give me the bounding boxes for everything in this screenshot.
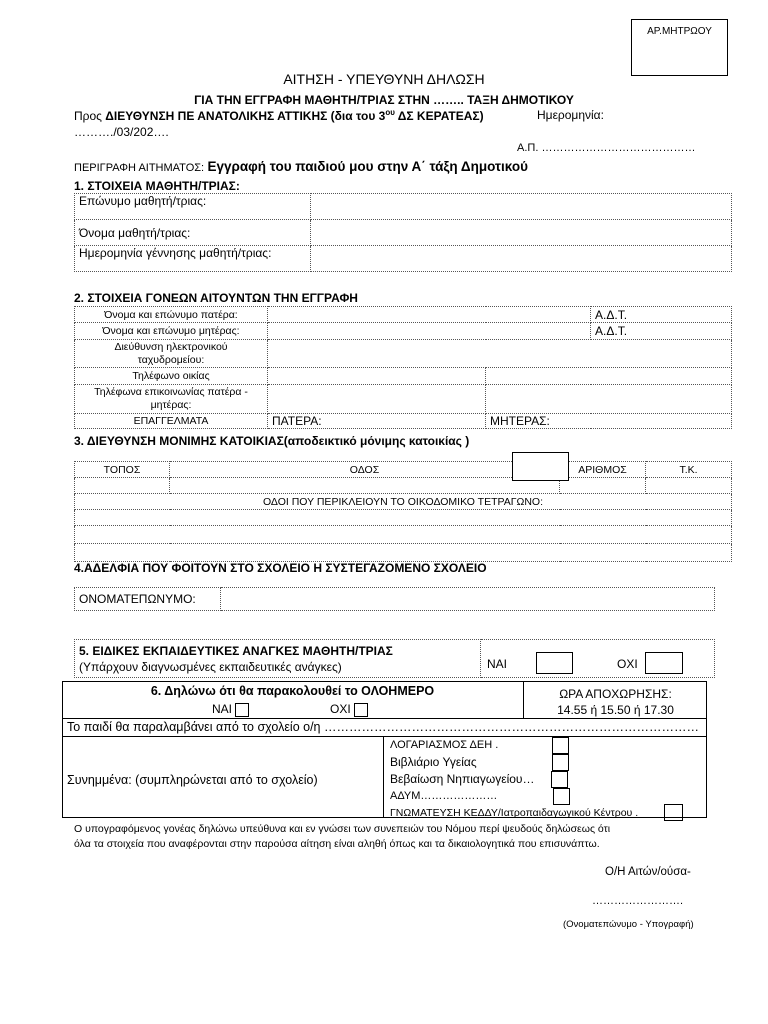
address-overlay-box[interactable] bbox=[512, 452, 569, 481]
fullday-no-checkbox[interactable] bbox=[354, 703, 368, 717]
section6-container bbox=[62, 681, 707, 818]
attachment-adym-checkbox[interactable] bbox=[553, 788, 570, 805]
address-table bbox=[74, 461, 732, 562]
parents-table bbox=[74, 306, 732, 429]
section6-title: 6. Δηλώνω ότι θα παρακολουθεί το ΟΛΟΗΜΕΡΟ bbox=[150, 684, 435, 698]
student-name-label: Όνομα μαθητή/τριας: bbox=[75, 220, 311, 246]
section5-subtitle: (Υπάρχουν διαγνωσμένες εκπαιδευτικές ανάγκες) bbox=[79, 659, 342, 674]
attachment-kindergarten-checkbox[interactable] bbox=[551, 771, 568, 788]
signature-dots[interactable]: ……………………. bbox=[592, 895, 684, 907]
section1-title: 1. ΣΤΟΙΧΕΙΑ ΜΑΘΗΤΗ/ΤΡΙΑΣ: bbox=[74, 179, 240, 193]
declaration-line-1: Ο υπογραφόμενος γονέας δηλώνω υπεύθυνα και εν γνώσει των συνεπειών του Νόμου περί ψευδούς δηλώσεως ότι bbox=[74, 823, 611, 835]
section6-divider-h2 bbox=[62, 736, 707, 737]
address-zip-field[interactable] bbox=[646, 478, 732, 494]
email-field[interactable] bbox=[268, 340, 732, 368]
father-name-label: Όνομα και επώνυμο πατέρα: bbox=[75, 307, 268, 323]
attachment-keddy-checkbox[interactable] bbox=[664, 804, 683, 821]
form-title: ΑΙΤΗΣΗ - ΥΠΕΥΘΥΝΗ ΔΗΛΩΣΗ bbox=[283, 71, 485, 87]
attachment-adym: ΑΔΥΜ………………… bbox=[390, 790, 498, 802]
special-needs-no-checkbox[interactable] bbox=[645, 652, 683, 674]
address-number-header: ΑΡΙΘΜΟΣ bbox=[560, 462, 646, 478]
attachment-kindergarten: Βεβαίωση Νηπιαγωγείου… bbox=[390, 772, 535, 786]
father-name-field[interactable] bbox=[268, 307, 591, 323]
professions-label: ΕΠΑΓΓΕΛΜΑΤΑ bbox=[75, 414, 268, 429]
fullday-yes-checkbox[interactable] bbox=[235, 703, 249, 717]
block-streets-label: ΟΔΟΙ ΠΟΥ ΠΕΡΙΚΛΕΙΟΥΝ ΤΟ ΟΙΚΟΔΟΜΙΚΟ ΤΕΤΡΑΓΩΝΟ: bbox=[75, 494, 732, 510]
fullday-yes bbox=[212, 702, 249, 717]
special-needs-yes-checkbox[interactable] bbox=[536, 652, 573, 674]
address-street-header: ΟΔΟΣ bbox=[170, 462, 560, 478]
section3-title: 3. ΔΙΕΥΘΥΝΣΗ ΜΟΝΙΜΗΣ ΚΑΤΟΙΚΙΑΣ(αποδεικτικό μόνιμης κατοικίας ) bbox=[74, 434, 470, 448]
pickup-line[interactable]: Το παιδί θα παραλαμβάνει από το σχολείο ο/η ……………………………………………………………………………… bbox=[67, 720, 699, 734]
addressee-line bbox=[74, 108, 484, 123]
fullday-no bbox=[330, 702, 368, 717]
siblings-table bbox=[74, 587, 715, 611]
form-subtitle: ΓΙΑ ΤΗΝ ΕΓΓΡΑΦΗ ΜΑΘΗΤΗ/ΤΡΙΑΣ ΣΤΗΝ …….. ΤΑΞΗ ΔΗΜΟΤΙΚΟΥ bbox=[194, 93, 574, 107]
address-zip-header: Τ.Κ. bbox=[646, 462, 732, 478]
fullday-no-label: ΟΧΙ bbox=[330, 702, 351, 716]
departure-label: ΩΡΑ ΑΠΟΧΩΡΗΣΗΣ: bbox=[559, 687, 672, 701]
request-label: ΠΕΡΙΓΡΑΦΗ ΑΙΤΗΜΑΤΟΣ: bbox=[74, 162, 205, 174]
attachment-dei: ΛΟΓΑΡΙΑΣΜΟΣ ΔΕΗ . bbox=[390, 739, 499, 751]
home-phone-label: Τηλέφωνο οικίας bbox=[75, 368, 268, 385]
contact-phones-label: Τηλέφωνα επικοινωνίας πατέρα - μητέρας: bbox=[75, 385, 268, 414]
applicant-label: Ο/Η Αιτών/ούσα- bbox=[605, 866, 691, 878]
fullday-yes-label: ΝΑΙ bbox=[212, 702, 233, 716]
declaration-line-2: όλα τα στοιχεία που αναφέρονται στην παρούσα αίτηση είναι αληθή όπως και τα δικαιολογητικά που επισυνάπτω. bbox=[74, 838, 600, 850]
student-table bbox=[74, 193, 732, 272]
date-value[interactable]: ………./03/202…. bbox=[74, 125, 169, 139]
departure-times[interactable]: 14.55 ή 15.50 ή 17.30 bbox=[557, 703, 674, 717]
address-street-field[interactable] bbox=[170, 478, 560, 494]
contact-phone-mother[interactable] bbox=[486, 385, 732, 414]
mother-name-field[interactable] bbox=[268, 323, 591, 340]
special-needs-yes-label: ΝΑΙ bbox=[487, 657, 508, 671]
contact-phone-father[interactable] bbox=[268, 385, 486, 414]
protocol-number[interactable]: Α.Π. …………………………………… bbox=[517, 142, 696, 154]
section2-title: 2. ΣΤΟΙΧΕΙΑ ΓΟΝΕΩΝ ΑΙΤΟΥΝΤΩΝ ΤΗΝ ΕΓΓΡΑΦΗ bbox=[74, 291, 358, 305]
address-place-header: ΤΟΠΟΣ bbox=[75, 462, 170, 478]
date-label: Ημερομηνία: bbox=[537, 108, 604, 122]
section5-title: 5. ΕΙΔΙΚΕΣ ΕΚΠΑΙΔΕΥΤΙΚΕΣ ΑΝΑΓΚΕΣ ΜΑΘΗΤΗ/ΤΡΙΑΣ bbox=[79, 643, 393, 658]
special-needs-no-label: ΟΧΙ bbox=[617, 657, 638, 671]
email-label: Διεύθυνση ηλεκτρονικού ταχυδρομείου: bbox=[75, 340, 268, 368]
block-streets-field-2[interactable] bbox=[75, 526, 732, 544]
block-streets-field-1[interactable] bbox=[75, 510, 732, 526]
student-birthdate-field[interactable] bbox=[311, 246, 732, 272]
mother-profession-field[interactable]: ΜΗΤΕΡΑΣ: bbox=[486, 414, 732, 429]
student-surname-label: Επώνυμο μαθητή/τριας: bbox=[75, 194, 311, 220]
attachments-label: Συνημμένα: (συμπληρώνεται από το σχολείο) bbox=[67, 773, 318, 787]
request-description bbox=[74, 159, 528, 174]
address-place-field[interactable] bbox=[75, 478, 170, 494]
section6-divider-h1 bbox=[62, 718, 707, 719]
addressee-prefix: Προς bbox=[74, 109, 102, 123]
block-streets-field-3[interactable] bbox=[75, 544, 732, 562]
siblings-name-field[interactable] bbox=[221, 588, 715, 611]
section4-title: 4.ΑΔΕΛΦΙΑ ΠΟΥ ΦΟΙΤΟΥΝ ΣΤΟ ΣΧΟΛΕΙΟ Η ΣΥΣΤΕΓΑΖΟΜΕΝΟ ΣΧΟΛΕΙΟ bbox=[74, 561, 487, 575]
registry-number-box[interactable] bbox=[631, 19, 728, 76]
father-id-label[interactable]: Α.Δ.Τ. bbox=[591, 307, 732, 323]
father-profession-field[interactable]: ΠΑΤΕΡΑ: bbox=[268, 414, 486, 429]
student-birthdate-label: Ημερομηνία γέννησης μαθητή/τριας: bbox=[75, 246, 311, 272]
signature-caption: (Ονοματεπώνυμο - Υπογραφή) bbox=[563, 919, 694, 930]
section6-divider-v2 bbox=[383, 736, 384, 818]
request-text: Εγγραφή του παιδιού μου στην Α΄ τάξη Δημοτικού bbox=[207, 159, 528, 174]
attachment-keddy: ΓΝΩΜΑΤΕΥΣΗ ΚΕΔΔΥ/Ιατροπαιδαγωγικού Κέντρου . bbox=[390, 807, 639, 819]
special-needs-text bbox=[75, 640, 481, 678]
attachment-health-checkbox[interactable] bbox=[552, 754, 569, 771]
home-phone-field-father[interactable] bbox=[268, 368, 486, 385]
student-surname-field[interactable] bbox=[311, 194, 732, 220]
student-name-field[interactable] bbox=[311, 220, 732, 246]
mother-id-label[interactable]: Α.Δ.Τ. bbox=[591, 323, 732, 340]
attachment-health: Βιβλιάριο Υγείας bbox=[390, 755, 477, 769]
registry-number-label: ΑΡ.ΜΗΤΡΩΟΥ bbox=[647, 26, 712, 37]
attachment-dei-checkbox[interactable] bbox=[552, 737, 569, 754]
address-number-field[interactable] bbox=[560, 478, 646, 494]
mother-name-label: Όνομα και επώνυμο μητέρας: bbox=[75, 323, 268, 340]
siblings-name-label: ΟΝΟΜΑΤΕΠΩΝΥΜΟ: bbox=[75, 588, 221, 611]
addressee-text: ΔΙΕΥΘΥΝΣΗ ΠΕ ΑΝΑΤΟΛΙΚΗΣ ΑΤΤΙΚΗΣ (δια του $3^{o\upsilon}$ ΔΣ ΚΕΡΑΤΕΑΣ) bbox=[105, 108, 484, 123]
home-phone-field-mother[interactable] bbox=[486, 368, 732, 385]
